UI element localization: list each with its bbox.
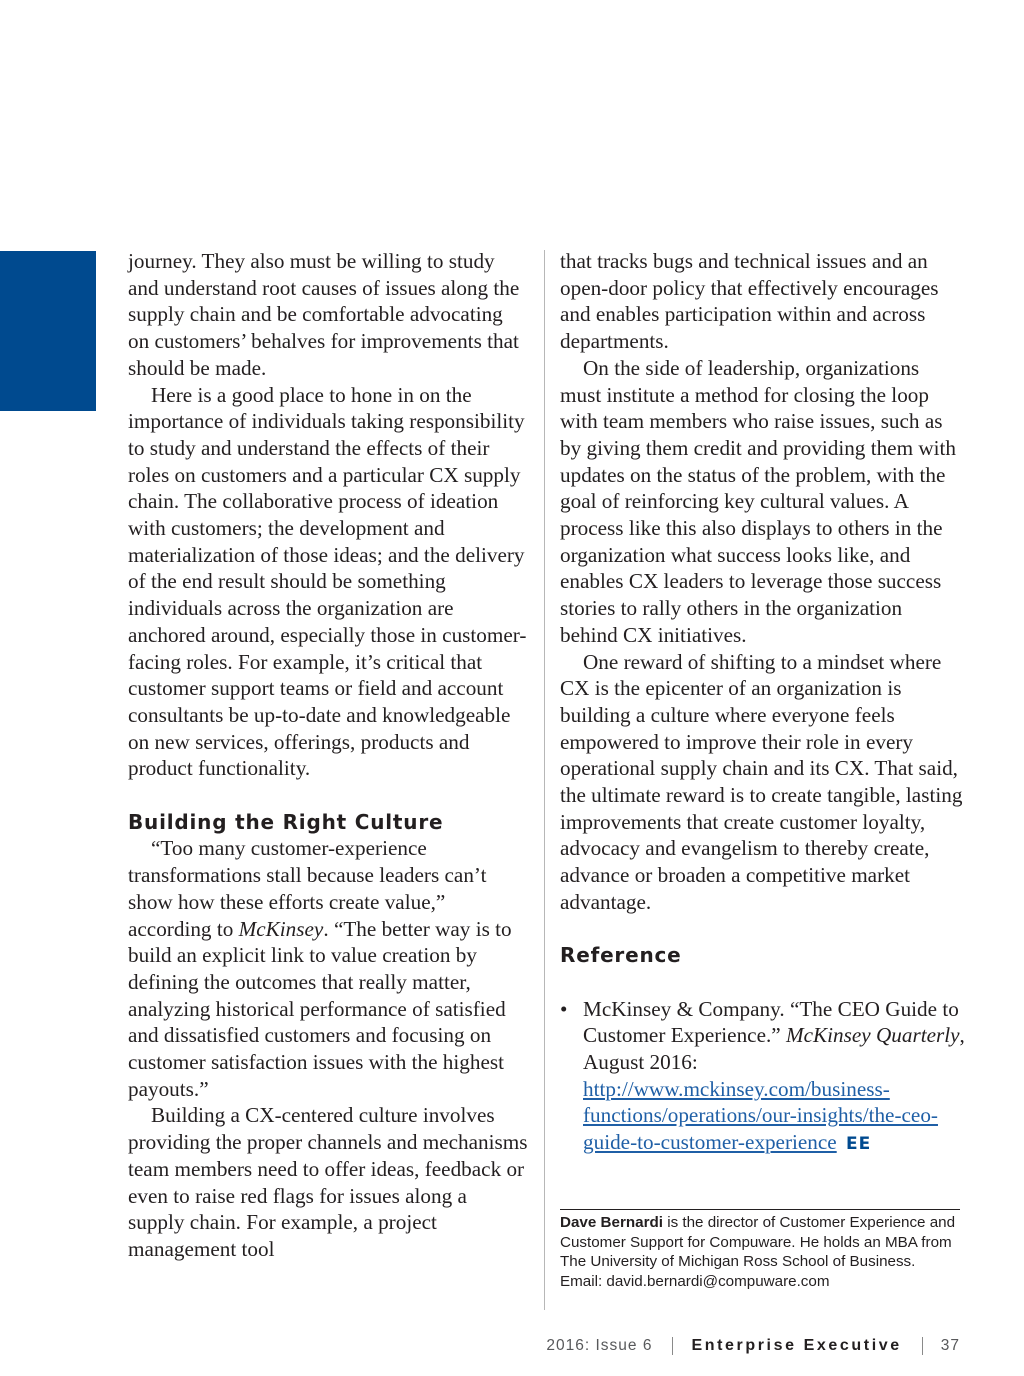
author-bio [560, 1213, 960, 1291]
reference-journal: McKinsey Quarterly [785, 1023, 960, 1048]
reference-heading: Reference [560, 943, 682, 968]
quote-source: McKinsey [238, 916, 324, 941]
column-divider [544, 250, 545, 1310]
right-column [560, 248, 965, 1158]
bullet-icon: • [560, 996, 568, 1021]
author-email: Email: david.bernardi@compuware.com [560, 1272, 830, 1290]
ee-end-mark-icon: EE [846, 1134, 872, 1155]
footer-issue: 2016: Issue 6 [546, 1337, 653, 1354]
accent-bar [0, 251, 96, 411]
left-column [128, 248, 528, 1263]
reference-link[interactable]: http://www.mckinsey.com/business-functions/operations/our-insights/the-ceo-guide-to-customer-experience [583, 1076, 938, 1155]
bio-divider [560, 1209, 960, 1210]
page-number: 37 [940, 1337, 960, 1354]
footer-separator [672, 1337, 673, 1355]
reference-text-a: McKinsey & Company. “The CEO Guide to Customer Experience.” [583, 996, 959, 1048]
footer-separator [922, 1337, 923, 1355]
left-paragraph-4: Building a CX-centered culture involves providing the proper channels and mechanisms team members need to offer ideas, feedback or even to raise red flags for issues along a supply chain. For example, a project management tool [128, 1103, 528, 1261]
author-name: Dave Bernardi [560, 1214, 663, 1231]
right-paragraph-3: One reward of shifting to a mindset where CX is the epicenter of an organization is building a culture where everyone feels empowered to improve their role in every operational supply chain and its CX. That said, the ultimate reward is to create tangible, lasting improvements that create customer loyalty, advocacy and evangelism to thereby create, advance or broaden a competitive market advantage. [560, 649, 963, 914]
reference-text-b: , August 2016: [583, 1023, 965, 1075]
left-paragraph-1: journey. They also must be willing to study and understand root causes of issues along the supply chain and be comfortable advocating on customers’ behalves for improvements that should be made. [128, 249, 520, 380]
right-paragraph-2: On the side of leadership, organizations must institute a method for closing the loop with team members who raise issues, such as by giving them credit and providing them with updates on the status of the problem, with the goal of reinforcing key cultural values. A process like this also displays to others in the organization what success looks like, and enables CX leaders to leverage those success stories to rally others in the organization behind CX initiatives. [560, 355, 957, 647]
author-description: is the director of Customer Experience and Customer Support for Compuware. He holds an MBA from The University of Michigan Ross School of Business. [560, 1214, 956, 1270]
left-paragraph-3 [128, 835, 528, 1102]
reference-item [560, 996, 965, 1158]
quote-text-b: . “The better way is to build an explicit link to value creation by defining the outcomes that really matter, analyzing historical performance of satisfied and dissatisfied customers and focusing on customer satisfaction issues with the highest payouts.” [128, 916, 512, 1101]
left-paragraph-2: Here is a good place to hone in on the importance of individuals taking responsibility to study and understand the effects of their roles on customers and a particular CX supply chain. The collaborative process of ideation with customers; the development and materialization of those ideas; and the delivery of the end result should be something individuals across the organization are anchored around, especially those in customer-facing roles. For example, it’s critical that customer support teams or field and account consultants be up-to-date and knowledgeable on new services, offerings, products and product functionality. [128, 382, 527, 781]
section-heading: Building the Right Culture [128, 809, 444, 834]
page-footer [546, 1334, 960, 1358]
quote-text-a: “Too many customer-experience transformations stall because leaders can’t show how these efforts create value,” according to [128, 836, 487, 941]
right-paragraph-1: that tracks bugs and technical issues and an open-door policy that effectively encourages and enables participation within and across departments. [560, 249, 939, 354]
reference-list [560, 996, 965, 1158]
footer-magazine-title: Enterprise Executive [691, 1337, 902, 1354]
